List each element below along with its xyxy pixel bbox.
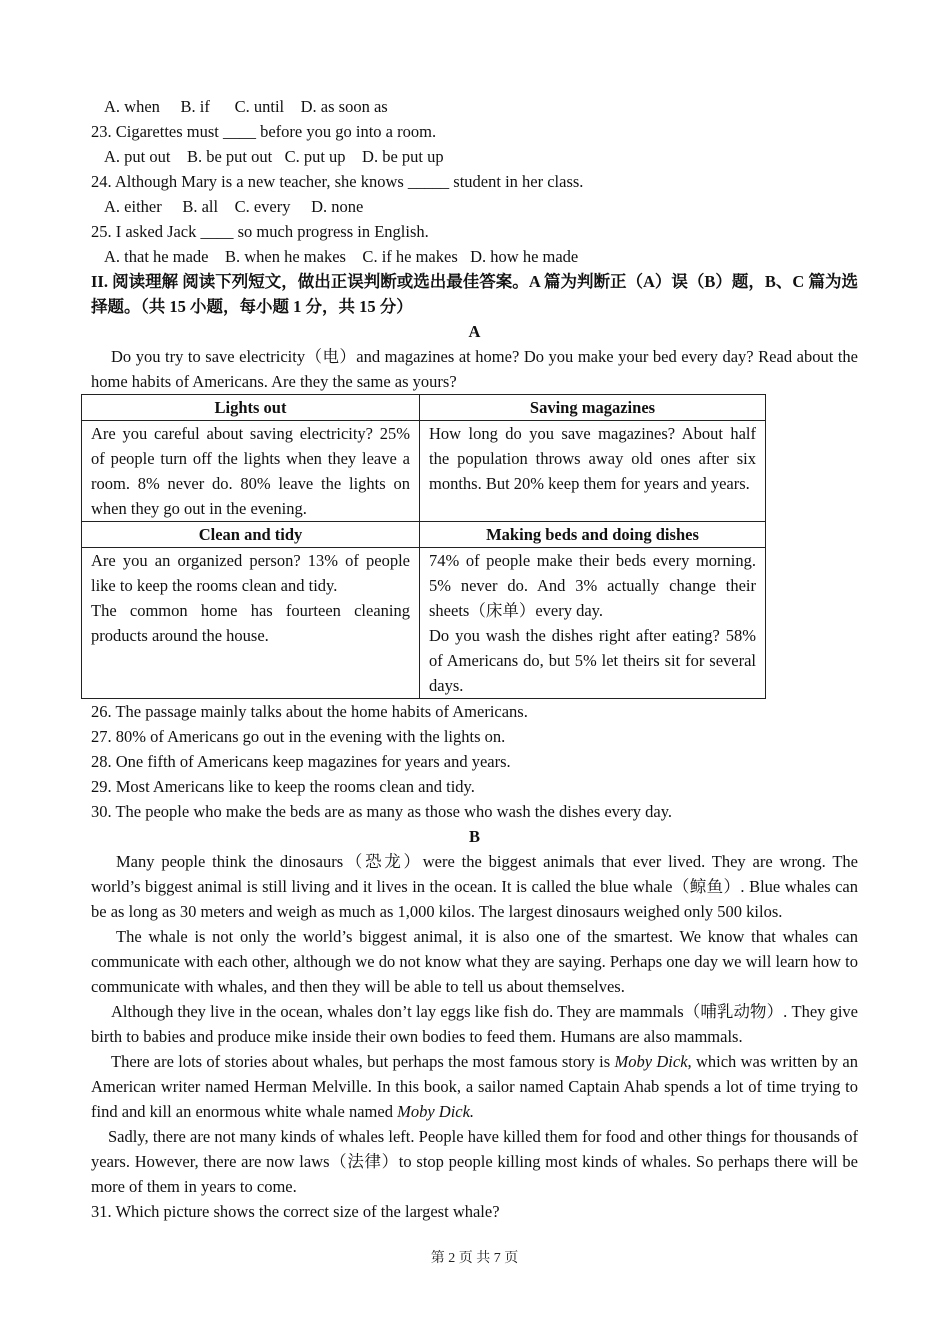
q22-options: A. when B. if C. until D. as soon as	[104, 97, 388, 116]
p4-text-b: , which was written by an American writer named Herman Melville. In this book, a sailor named Captain Ahab spends a lot of time trying to find and kill an enormous white whale named	[91, 1052, 858, 1121]
q24-options: A. either B. all C. every D. none	[104, 197, 364, 216]
q24-stem: 24. Although Mary is a new teacher, she knows _____ student in her class.	[91, 172, 584, 191]
table-cell-lights-out: Are you careful about saving electricity? 25% of people turn off the lights when they leave a room. 8% never do. 80% leave the lights on when they go out in the evening.	[82, 421, 420, 522]
beds-dishes-text-2: Do you wash the dishes right after eating? 58% of Americans do, but 5% let theirs sit for several days.	[429, 626, 756, 695]
q29: 29. Most Americans like to keep the rooms clean and tidy.	[91, 777, 475, 796]
q26: 26. The passage mainly talks about the home habits of Americans.	[91, 702, 528, 721]
q31: 31. Which picture shows the correct size of the largest whale?	[91, 1202, 500, 1221]
exam-page	[91, 94, 858, 1224]
table-header-clean-tidy: Clean and tidy	[82, 522, 420, 548]
table-header-beds-dishes: Making beds and doing dishes	[420, 522, 766, 548]
book-title: Moby Dick	[614, 1052, 688, 1071]
q23-stem: 23. Cigarettes must ____ before you go into a room.	[91, 122, 437, 141]
table-header-saving-magazines: Saving magazines	[420, 395, 766, 421]
section-2-heading: II. 阅读理解 阅读下列短文，做出正误判断或选出最佳答案。A 篇为判断正（A）误（B）题，B、C 篇为选择题。（共 15 小题，每小题 1 分，共 15 分）	[91, 272, 858, 316]
q25-stem: 25. I asked Jack ____ so much progress in English.	[91, 222, 429, 241]
passage-b-label: B	[468, 827, 480, 846]
passage-b-p4	[91, 1049, 858, 1124]
clean-tidy-text-2: The common home has fourteen cleaning products around the house.	[91, 601, 410, 645]
table-header-lights-out: Lights out	[82, 395, 420, 421]
passage-b-p2: The whale is not only the world’s biggest animal, it is also one of the smartest. We know that whales can communicate with each other, although we do not know what they are saying. Perhaps one day we will learn how to communicate with whales, and then they will be able to tell us about themselves.	[91, 927, 858, 996]
clean-tidy-text-1: Are you an organized person? 13% of people like to keep the rooms clean and tidy.	[91, 551, 410, 595]
passage-b-p1: Many people think the dinosaurs（恐龙）were the biggest animals that ever lived. They are wrong. The world’s biggest animal is still living and it lives in the ocean. It is called the blue whale（鲸鱼）. Blue whales can be as long as 30 meters and weigh as much as 1,000 kilos. The largest dinosaurs weighed only 500 kilos.	[91, 852, 858, 921]
passage-a-intro: Do you try to save electricity（电）and magazines at home? Do you make your bed every day? Read about the home habits of Americans. Are they the same as yours?	[91, 347, 858, 391]
table-cell-clean-tidy	[82, 548, 420, 699]
q30: 30. The people who make the beds are as many as those who wash the dishes every day.	[91, 802, 673, 821]
q25-options: A. that he made B. when he makes C. if he makes D. how he made	[104, 247, 579, 266]
page-footer: 第 2 页 共 7 页	[430, 1251, 519, 1266]
beds-dishes-text-1: 74% of people make their beds every morning. 5% never do. And 3% actually change their sheets（床单）every day.	[429, 551, 756, 620]
q27: 27. 80% of Americans go out in the evening with the lights on.	[91, 727, 506, 746]
q28: 28. One fifth of Americans keep magazines for years and years.	[91, 752, 511, 771]
table-cell-saving-magazines: How long do you save magazines? About half the population throws away old ones after six months. But 20% keep them for years and years.	[420, 421, 766, 522]
passage-b-p3: Although they live in the ocean, whales don’t lay eggs like fish do. They are mammals（哺乳动物）. They give birth to babies and produce mike inside their own bodies to feed them. Humans are also mammals.	[91, 1002, 858, 1046]
whale-name: Moby Dick.	[397, 1102, 475, 1121]
home-habits-table	[81, 394, 766, 699]
passage-b-p5: Sadly, there are not many kinds of whales left. People have killed them for food and other things for thousands of years. However, there are now laws（法律）to stop people killing most kinds of whales. So perhaps there will be more of them in years to come.	[91, 1127, 858, 1196]
table-cell-beds-dishes	[420, 548, 766, 699]
passage-a-label: A	[468, 322, 481, 341]
q23-options: A. put out B. be put out C. put up D. be put up	[104, 147, 444, 166]
p4-text-a: There are lots of stories about whales, but perhaps the most famous story is	[111, 1052, 615, 1071]
